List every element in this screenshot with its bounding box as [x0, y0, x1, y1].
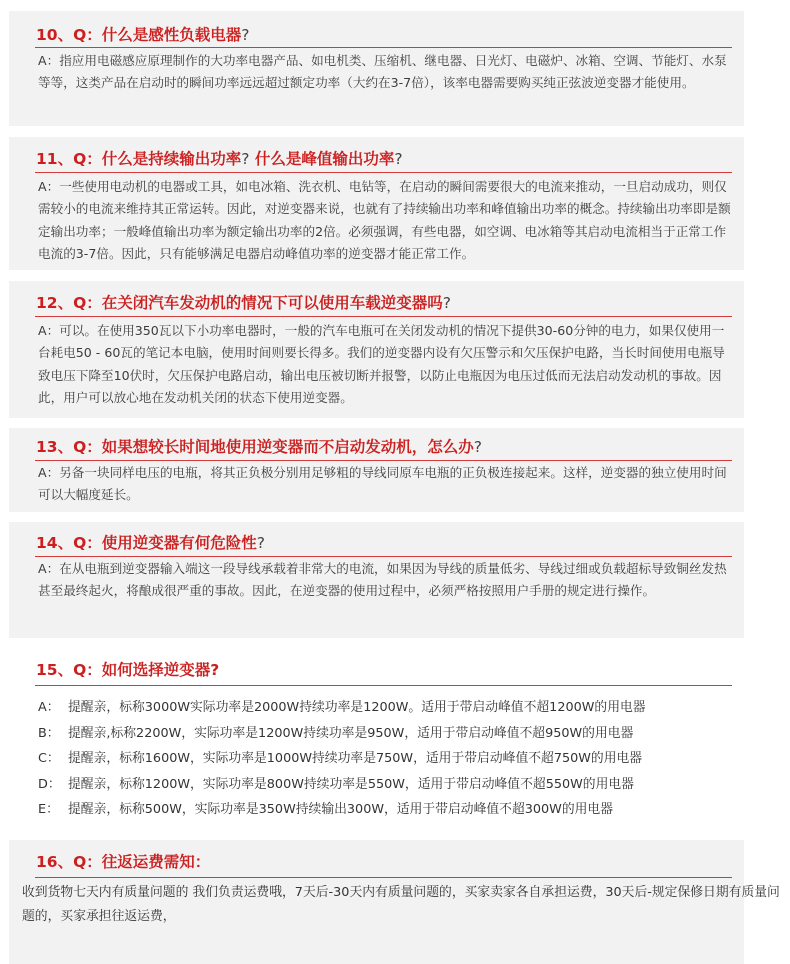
question-mark: ? [241, 26, 250, 44]
list-item: C： 提醒亲，标称1600W，实际功率是1000W持续功率是750W，适用于带启动峰值不超750W的用电器 [38, 751, 643, 767]
question-mark: ? [256, 534, 265, 552]
faq-answer-11: A：一些使用电动机的电器或工具，如电冰箱、洗衣机、电钻等，在启动的瞬间需要很大的电流来推动，一旦启动成功，则仅需较小的电流来维持其正常运转。因此，对逆变器来说，也就有了持续输出功率和峰值输出功率的概念。持续输出功率即是额定输出功率；一般峰值输出功率为额定输出功率的2倍。必须强调，有些电器，如空调、电冰箱等其启动电流相当于正常工作电流的3-7倍。因此，只有能够满足电器启动峰值功率的逆变器才能正常工作。 [38, 179, 731, 262]
option-list [38, 695, 734, 823]
list-item: E： 提醒亲，标称500W，实际功率是350W持续输出300W，适用于带启动峰值不超300W的用电器 [38, 802, 614, 818]
title-divider [35, 877, 732, 878]
faq-answer-12: A：可以。在使用350瓦以下小功率电器时，一般的汽车电瓶可在关闭发动机的情况下提供30-60分钟的电力，如果仅使用一台耗电50 - 60瓦的笔记本电脑，使用时间则要长得多。我们的逆变器内设有欠压警示和欠压保护电路，当长时间使用电瓶导致电压下降至10伏时，欠压保护电路启动，输出电压被切断并报警，以防止电瓶因为电压过低而无法启动发动机的事故。因此，用户可以放心地在发动机关闭的状态下使用逆变器。 [38, 323, 725, 406]
list-item: B： 提醒亲,标称2200W，实际功率是1200W持续功率是950W，适用于带启动峰值不超950W的用电器 [38, 725, 634, 741]
title-divider [35, 172, 732, 173]
shipping-note: 收到货物七天内有质量问题的 我们负责运费哦，7天后-30天内有质量问题的，买家卖家各自承担运费，30天后-规定保修日期有质量问题的，买家承担往返运费， [22, 885, 780, 924]
faq-question-11: 11、Q：什么是持续输出功率? 什么是峰值输出功率? [36, 150, 403, 168]
question-mark: ? [394, 150, 403, 168]
question-mark: ? [442, 294, 451, 312]
faq-card-13 [9, 428, 744, 512]
title-divider [35, 685, 732, 686]
faq-card-15 [9, 648, 744, 826]
faq-card-14 [9, 522, 744, 638]
question-mark: ? [473, 438, 482, 456]
faq-card-12 [9, 281, 744, 418]
faq-question-13: 13、Q：如果想较长时间地使用逆变器而不启动发动机，怎么办? [36, 438, 482, 456]
title-divider [35, 316, 732, 317]
faq-answer-13: A：另备一块同样电压的电瓶，将其正负极分别用足够粗的导线同原车电瓶的正负极连接起来。这样，逆变器的独立使用时间可以大幅度延长。 [38, 465, 727, 503]
list-item: A： 提醒亲，标称3000W实际功率是2000W持续功率是1200W。适用于带启动峰值不超1200W的用电器 [38, 700, 646, 715]
faq-question-10: 10、Q：什么是感性负载电器? [36, 26, 250, 44]
faq-card-10 [9, 11, 744, 126]
faq-question-15: 15、Q：如何选择逆变器? [36, 661, 220, 679]
faq-question-14: 14、Q：使用逆变器有何危险性? [36, 534, 265, 552]
title-divider [35, 460, 732, 461]
faq-question-16: 16、Q：往返运费需知： [36, 853, 211, 871]
faq-answer-10: A：指应用电磁感应原理制作的大功率电器产品、如电机类、压缩机、继电器、日光灯、电磁炉、冰箱、空调、节能灯、水泵等等，这类产品在启动时的瞬间功率远远超过额定功率（大约在3-7倍），该率电器需要购买纯正弦波逆变器才能使用。 [38, 53, 727, 91]
title-divider [35, 556, 732, 557]
list-item: D： 提醒亲，标称1200W，实际功率是800W持续功率是550W，适用于带启动峰值不超550W的用电器 [38, 776, 634, 792]
faq-answer-14: A：在从电瓶到逆变器输入端这一段导线承载着非常大的电流，如果因为导线的质量低劣、导线过细或负载超标导致铜丝发热甚至最终起火，将酿成很严重的事故。因此，在逆变器的使用过程中，必须严格按照用户手册的规定进行操作。 [38, 561, 727, 599]
title-divider [35, 47, 732, 48]
faq-question-12: 12、Q：在关闭汽车发动机的情况下可以使用车载逆变器吗? [36, 294, 451, 312]
question-mark: ? [241, 150, 250, 168]
faq-card-11 [9, 137, 744, 270]
